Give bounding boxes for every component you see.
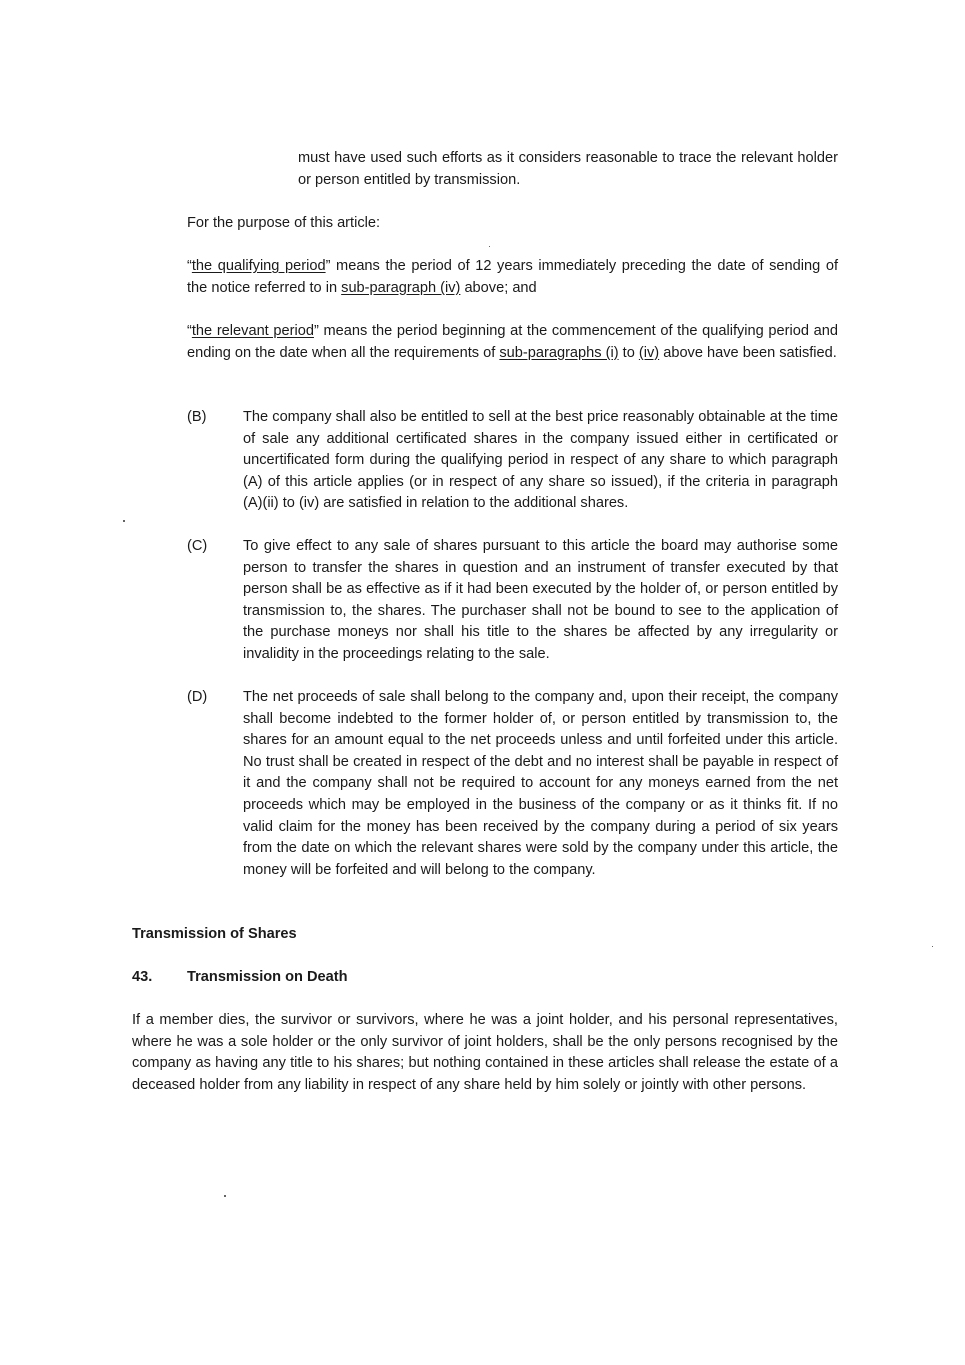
item-label-b: (B) <box>187 409 207 425</box>
defined-term: the relevant period <box>191 323 314 339</box>
cross-reference: sub-paragraph (iv) <box>341 279 461 296</box>
item-label-c: (C) <box>187 538 208 554</box>
section-heading: Transmission of Shares <box>132 926 297 942</box>
open-quote: “ <box>187 323 192 339</box>
article-title: Transmission on Death <box>187 969 348 985</box>
definition-text-end: above have been satisfied. <box>659 344 837 361</box>
definition-text: means the period of 12 years immediately preceding the date of sending of the notice referred to in <box>187 258 838 296</box>
article-number: 43. <box>132 969 153 985</box>
item-text-d: The net proceeds of sale shall belong to the company and, upon their receipt, the company shall become indebted to the former holder of, or person entitled by transmission to, the shares for an amount equal to the net proceeds unless and until forfeited under this article. No trust shall be created in respect of the debt and no interest shall be payable in respect of it and the company shall not be required to account for any moneys earned from the net proceeds which may be employed in the business of the company or as it thinks fit. If no valid claim for the money has been received by the company during a period of six years from the date on which the relevant shares were sold by the company under this article, the money will be forfeited and will belong to the company. <box>243 689 838 878</box>
close-quote: ” <box>325 258 331 274</box>
purpose-paragraph: For the purpose of this article: <box>187 215 381 231</box>
cross-reference: sub-paragraphs (i) <box>499 344 619 361</box>
definition-text: means the period beginning at the commencement of the qualifying period and ending on the date when all the requirements of <box>187 323 838 361</box>
open-quote: “ <box>187 258 192 274</box>
defined-term: the qualifying period <box>191 258 326 274</box>
definition-text-mid: to <box>618 344 639 361</box>
item-text-b: The company shall also be entitled to sell at the best price reasonably obtainable at the time of sale any additional certificated shares in the company issued either in certificated or uncertificated form during the qualifying period in respect of any share to which paragraph (A) of this article applies (or in respect of any share so issued), if the criteria in paragraph (A)(ii) to (iv) are satisfied in relation to the additional shares. <box>243 409 838 512</box>
item-label-d: (D) <box>187 689 208 705</box>
scan-speck <box>489 246 490 247</box>
close-quote: ” <box>313 323 319 339</box>
definition-text-end: above; and <box>460 279 537 296</box>
article-body: If a member dies, the survivor or survivors, where he was a joint holder, and his personal representatives, where he was a sole holder or the only survivor of joint holders, shall be the only persons recognised by the company as having any title to his shares; but nothing contained in these articles shall release the estate of a deceased holder from any liability in respect of any share held by him solely or jointly with other persons. <box>132 1012 838 1093</box>
item-text-c: To give effect to any sale of shares pursuant to this article the board may authorise some person to transfer the shares in question and an instrument of transfer executed by that person shall be as effective as if it had been executed by the holder of, or person entitled by transmission to, the shares. The purchaser shall not be bound to see to the application of the purchase moneys nor shall his title to the shares be affected by any irregularity or invalidity in the proceedings relating to the sale. <box>243 538 838 662</box>
scan-speck <box>123 520 125 522</box>
scan-speck <box>224 1195 226 1197</box>
intro-paragraph: must have used such efforts as it considers reasonable to trace the relevant holder or person entitled by transmission. <box>298 150 838 188</box>
cross-reference: (iv) <box>638 344 660 361</box>
definition-relevant-period <box>187 321 838 364</box>
scan-speck <box>932 946 933 947</box>
definition-qualifying-period <box>187 256 838 299</box>
